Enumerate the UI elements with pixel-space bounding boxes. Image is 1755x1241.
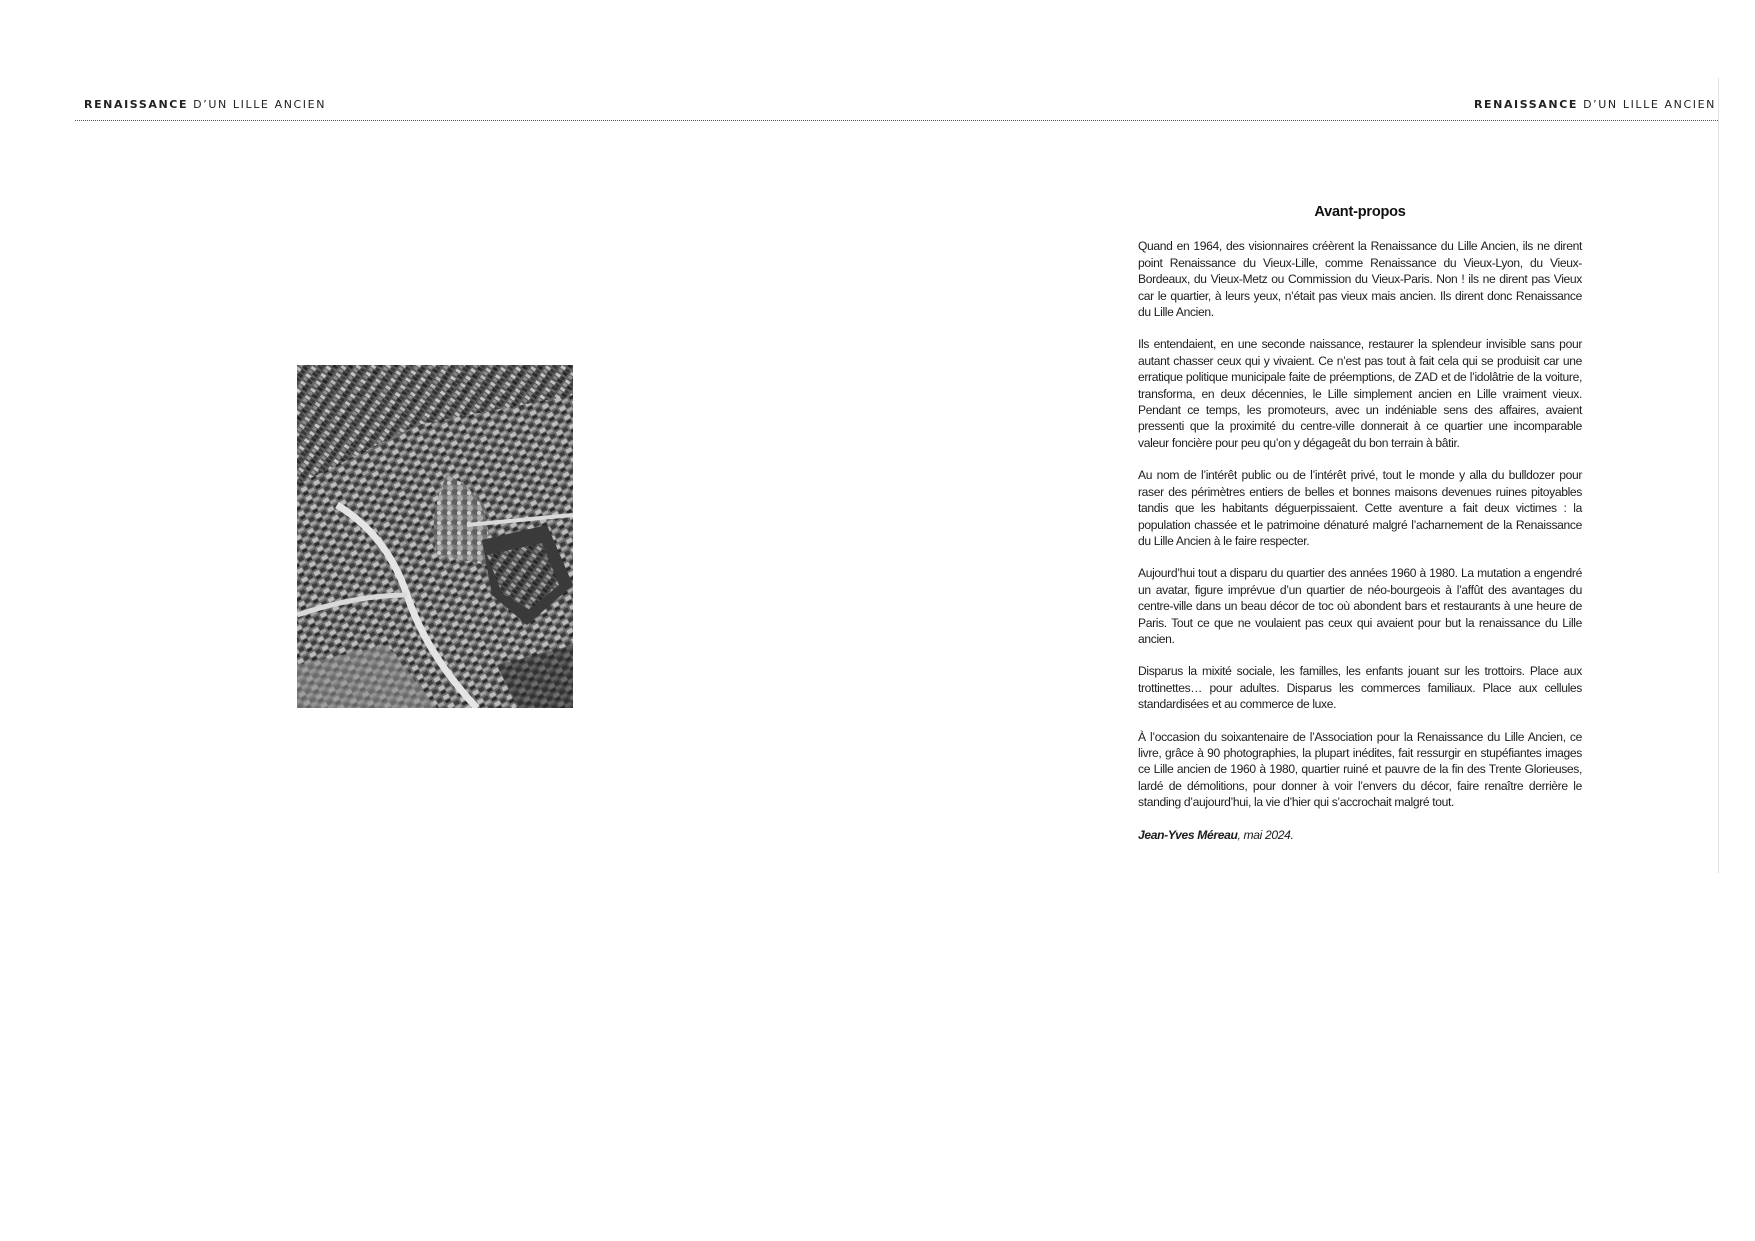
foreword-paragraph: Au nom de l’intérêt public ou de l’intérêt privé, tout le monde y alla du bulldozer pour raser des périmètres entiers de belles et bonnes maisons devenues ruines pitoyables tandis que les habitants déguerpissaient. Cette aventure a fait deux victimes : la population chassée et le patrimoine dénaturé malgré l’acharnement de la Renaissance du Lille Ancien à le faire respecter. (1138, 468, 1582, 548)
foreword-paragraph: Disparus la mixité sociale, les familles, les enfants jouant sur les trottoirs. Place aux trottinettes… pour adultes. Disparus les commerces familiaux. Place aux cellules standardisées et au commerce de luxe. (1138, 664, 1582, 712)
foreword-column (1138, 204, 1582, 859)
signature-date: , mai 2024. (1237, 827, 1294, 842)
foreword-signature (1138, 827, 1582, 843)
running-head-left-rest: D’UN LILLE ANCIEN (188, 98, 327, 111)
aerial-photo (297, 365, 573, 708)
foreword-paragraph: Quand en 1964, des visionnaires créèrent la Renaissance du Lille Ancien, ils ne dirent point Renaissance du Vieux-Lille, comme Renaissance du Vieux-Lyon, du Vieux-Bordeaux, du Vieux-Metz ou Commission du Vieux-Paris. Non ! ils ne dirent pas Vieux car le quartier, à leurs yeux, n’était pas vieux mais ancien. Ils dirent donc Renaissance du Lille Ancien. (1138, 239, 1582, 320)
foreword-paragraph: Ils entendaient, en une seconde naissance, restaurer la splendeur invisible sans pour autant chasser ceux qui y vivaient. Ce n’est pas tout à fait cela qui se produisit car une erratique politique municipale faite de préemptions, de ZAD et de l’idolâtrie de la voiture, transforma, en deux décennies, le Lille simplement ancien en Lille vraiment vieux. Pendant ce temps, les promoteurs, avec un indéniable sens des affaires, avaient pressenti que la proximité du centre-ville donnerait à ce quartier une incomparable valeur foncière pour peu qu’on y dégageât du bon terrain à bâtir. (1138, 337, 1582, 450)
running-head-right-rest: D’UN LILLE ANCIEN (1578, 98, 1716, 111)
foreword-title: Avant-propos (1314, 204, 1406, 220)
foreword-paragraph: À l’occasion du soixantenaire de l’Association pour la Renaissance du Lille Ancien, ce livre, grâce à 90 photographies, la plupart inédites, fait ressurgir en stupéfiantes images ce Lille ancien de 1960 à 1980, quartier ruiné et pauvre de la fin des Trente Glorieuses, lardé de démolitions, pour donner à voir l’envers du décor, faire renaître derrière le standing d’aujourd’hui, la vie d’hier qui s’accrochait malgré tout. (1138, 729, 1582, 810)
running-head-left-bold: RENAISSANCE (84, 98, 189, 111)
header-dotted-rule (75, 120, 1718, 121)
aerial-photo-icon (297, 365, 573, 708)
running-head-right-bold: RENAISSANCE (1473, 98, 1579, 111)
running-head-left (84, 98, 326, 111)
running-head-right (1474, 98, 1716, 111)
page-edge-divider (1718, 78, 1719, 873)
foreword-paragraph: Aujourd’hui tout a disparu du quartier des années 1960 à 1980. La mutation a engendré un avatar, figure imprévue d’un quartier de néo-bourgeois à l’affût des avantages du centre-ville dans un beau décor de toc où abondent bars et restaurants à une heure de Paris. Tout ce que ne voulaient pas ceux qui avaient pour but la renaissance du Lille ancien. (1138, 566, 1582, 646)
signature-name: Jean-Yves Méreau (1138, 827, 1238, 842)
